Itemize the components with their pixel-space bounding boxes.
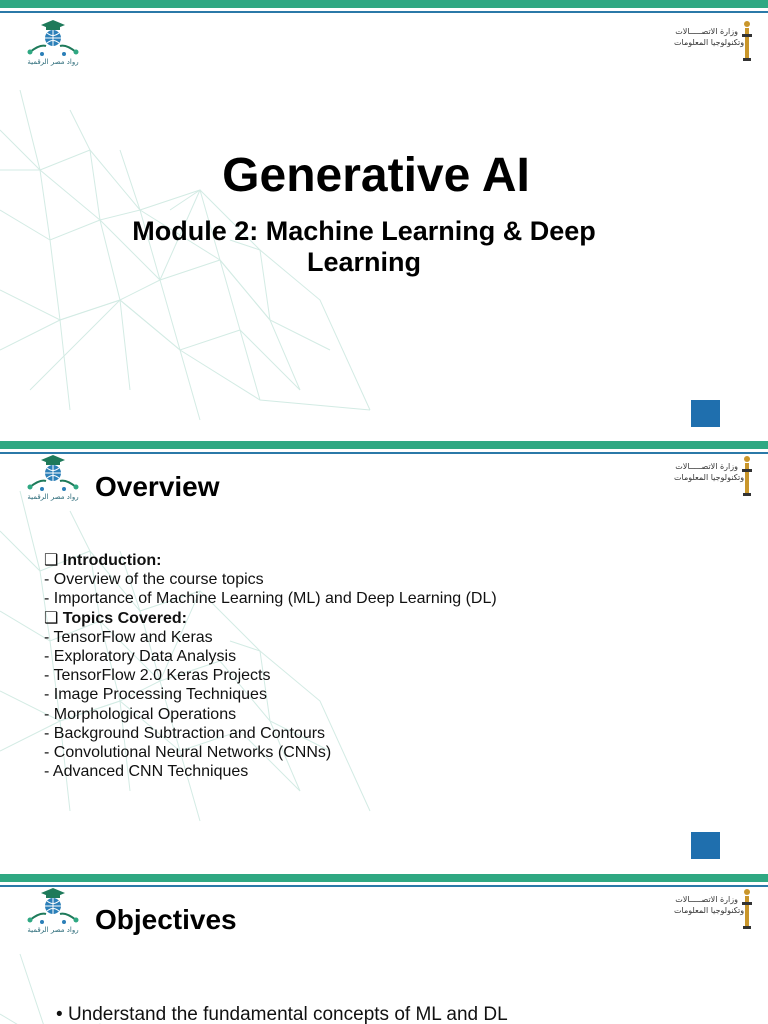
bullet-icon: •	[56, 1004, 63, 1024]
slide-title	[0, 0, 768, 433]
module-subtitle: Module 2: Machine Learning & Deep Learning	[132, 216, 596, 277]
corner-accent-square	[691, 832, 720, 859]
ministry-emblem-icon	[740, 455, 754, 497]
ministry-logo	[674, 455, 754, 499]
ministry-line-1: وزارة الاتصـــــالات	[675, 27, 738, 36]
blue-header-line	[0, 452, 768, 454]
slide-heading: Overview	[95, 471, 220, 502]
ministry-emblem-icon	[740, 888, 754, 930]
list-item: - Exploratory Data Analysis	[44, 648, 237, 666]
corner-accent-square	[691, 400, 720, 427]
slide-heading: Objectives	[95, 904, 237, 935]
digital-egypt-pioneers-logo	[24, 886, 82, 938]
list-item: - Morphological Operations	[44, 705, 237, 723]
logo-caption: رواد مصر الرقمية	[27, 493, 79, 501]
list-item: - Convolutional Neural Networks (CNNs)	[44, 744, 332, 762]
list-item: - TensorFlow and Keras	[44, 628, 213, 646]
graduate-globe-icon	[24, 886, 82, 926]
overview-content	[44, 551, 724, 781]
logo-caption: رواد مصر الرقمية	[27, 926, 79, 934]
list-item: - Advanced CNN Techniques	[44, 763, 249, 781]
list-item: - Importance of Machine Learning (ML) and Deep Learning (DL)	[44, 590, 497, 608]
graduate-globe-icon	[24, 453, 82, 493]
graduate-globe-icon	[24, 18, 82, 58]
checkbox-square-icon: ❑	[44, 552, 59, 569]
digital-egypt-pioneers-logo	[24, 18, 82, 70]
ministry-line-2: وتكنولوجيا المعلومات	[674, 38, 745, 47]
ministry-line-1: وزارة الاتصـــــالات	[675, 462, 738, 471]
ministry-line-2: وتكنولوجيا المعلومات	[674, 473, 745, 482]
section-heading-introduction: ❑ Introduction:	[44, 552, 162, 569]
green-header-bar	[0, 874, 768, 882]
list-item: - Background Subtraction and Contours	[44, 724, 326, 742]
blue-header-line	[0, 11, 768, 13]
ministry-logo	[674, 888, 754, 932]
presentation-title: Generative AI	[222, 149, 530, 202]
list-item: - TensorFlow 2.0 Keras Projects	[44, 667, 271, 685]
ministry-line-2: وتكنولوجيا المعلومات	[674, 906, 745, 915]
objective-text: Understand the fundamental concepts of ML and DL	[67, 1004, 508, 1024]
slide-objectives	[0, 874, 768, 1024]
checkbox-square-icon: ❑	[44, 609, 59, 627]
ministry-emblem-icon	[740, 20, 754, 62]
ministry-logo	[674, 20, 754, 64]
logo-caption: رواد مصر الرقمية	[27, 58, 79, 66]
digital-egypt-pioneers-logo	[24, 453, 82, 505]
green-header-bar	[0, 441, 768, 449]
green-header-bar	[0, 0, 768, 8]
ministry-line-1: وزارة الاتصـــــالات	[675, 895, 738, 904]
section-heading-topics: ❑ Topics Covered:	[44, 609, 187, 627]
blue-header-line	[0, 885, 768, 887]
objective-bullet	[56, 1004, 508, 1024]
list-item: - Image Processing Techniques	[44, 686, 267, 704]
list-item: - Overview of the course topics	[44, 571, 264, 589]
slide-overview	[0, 441, 768, 866]
